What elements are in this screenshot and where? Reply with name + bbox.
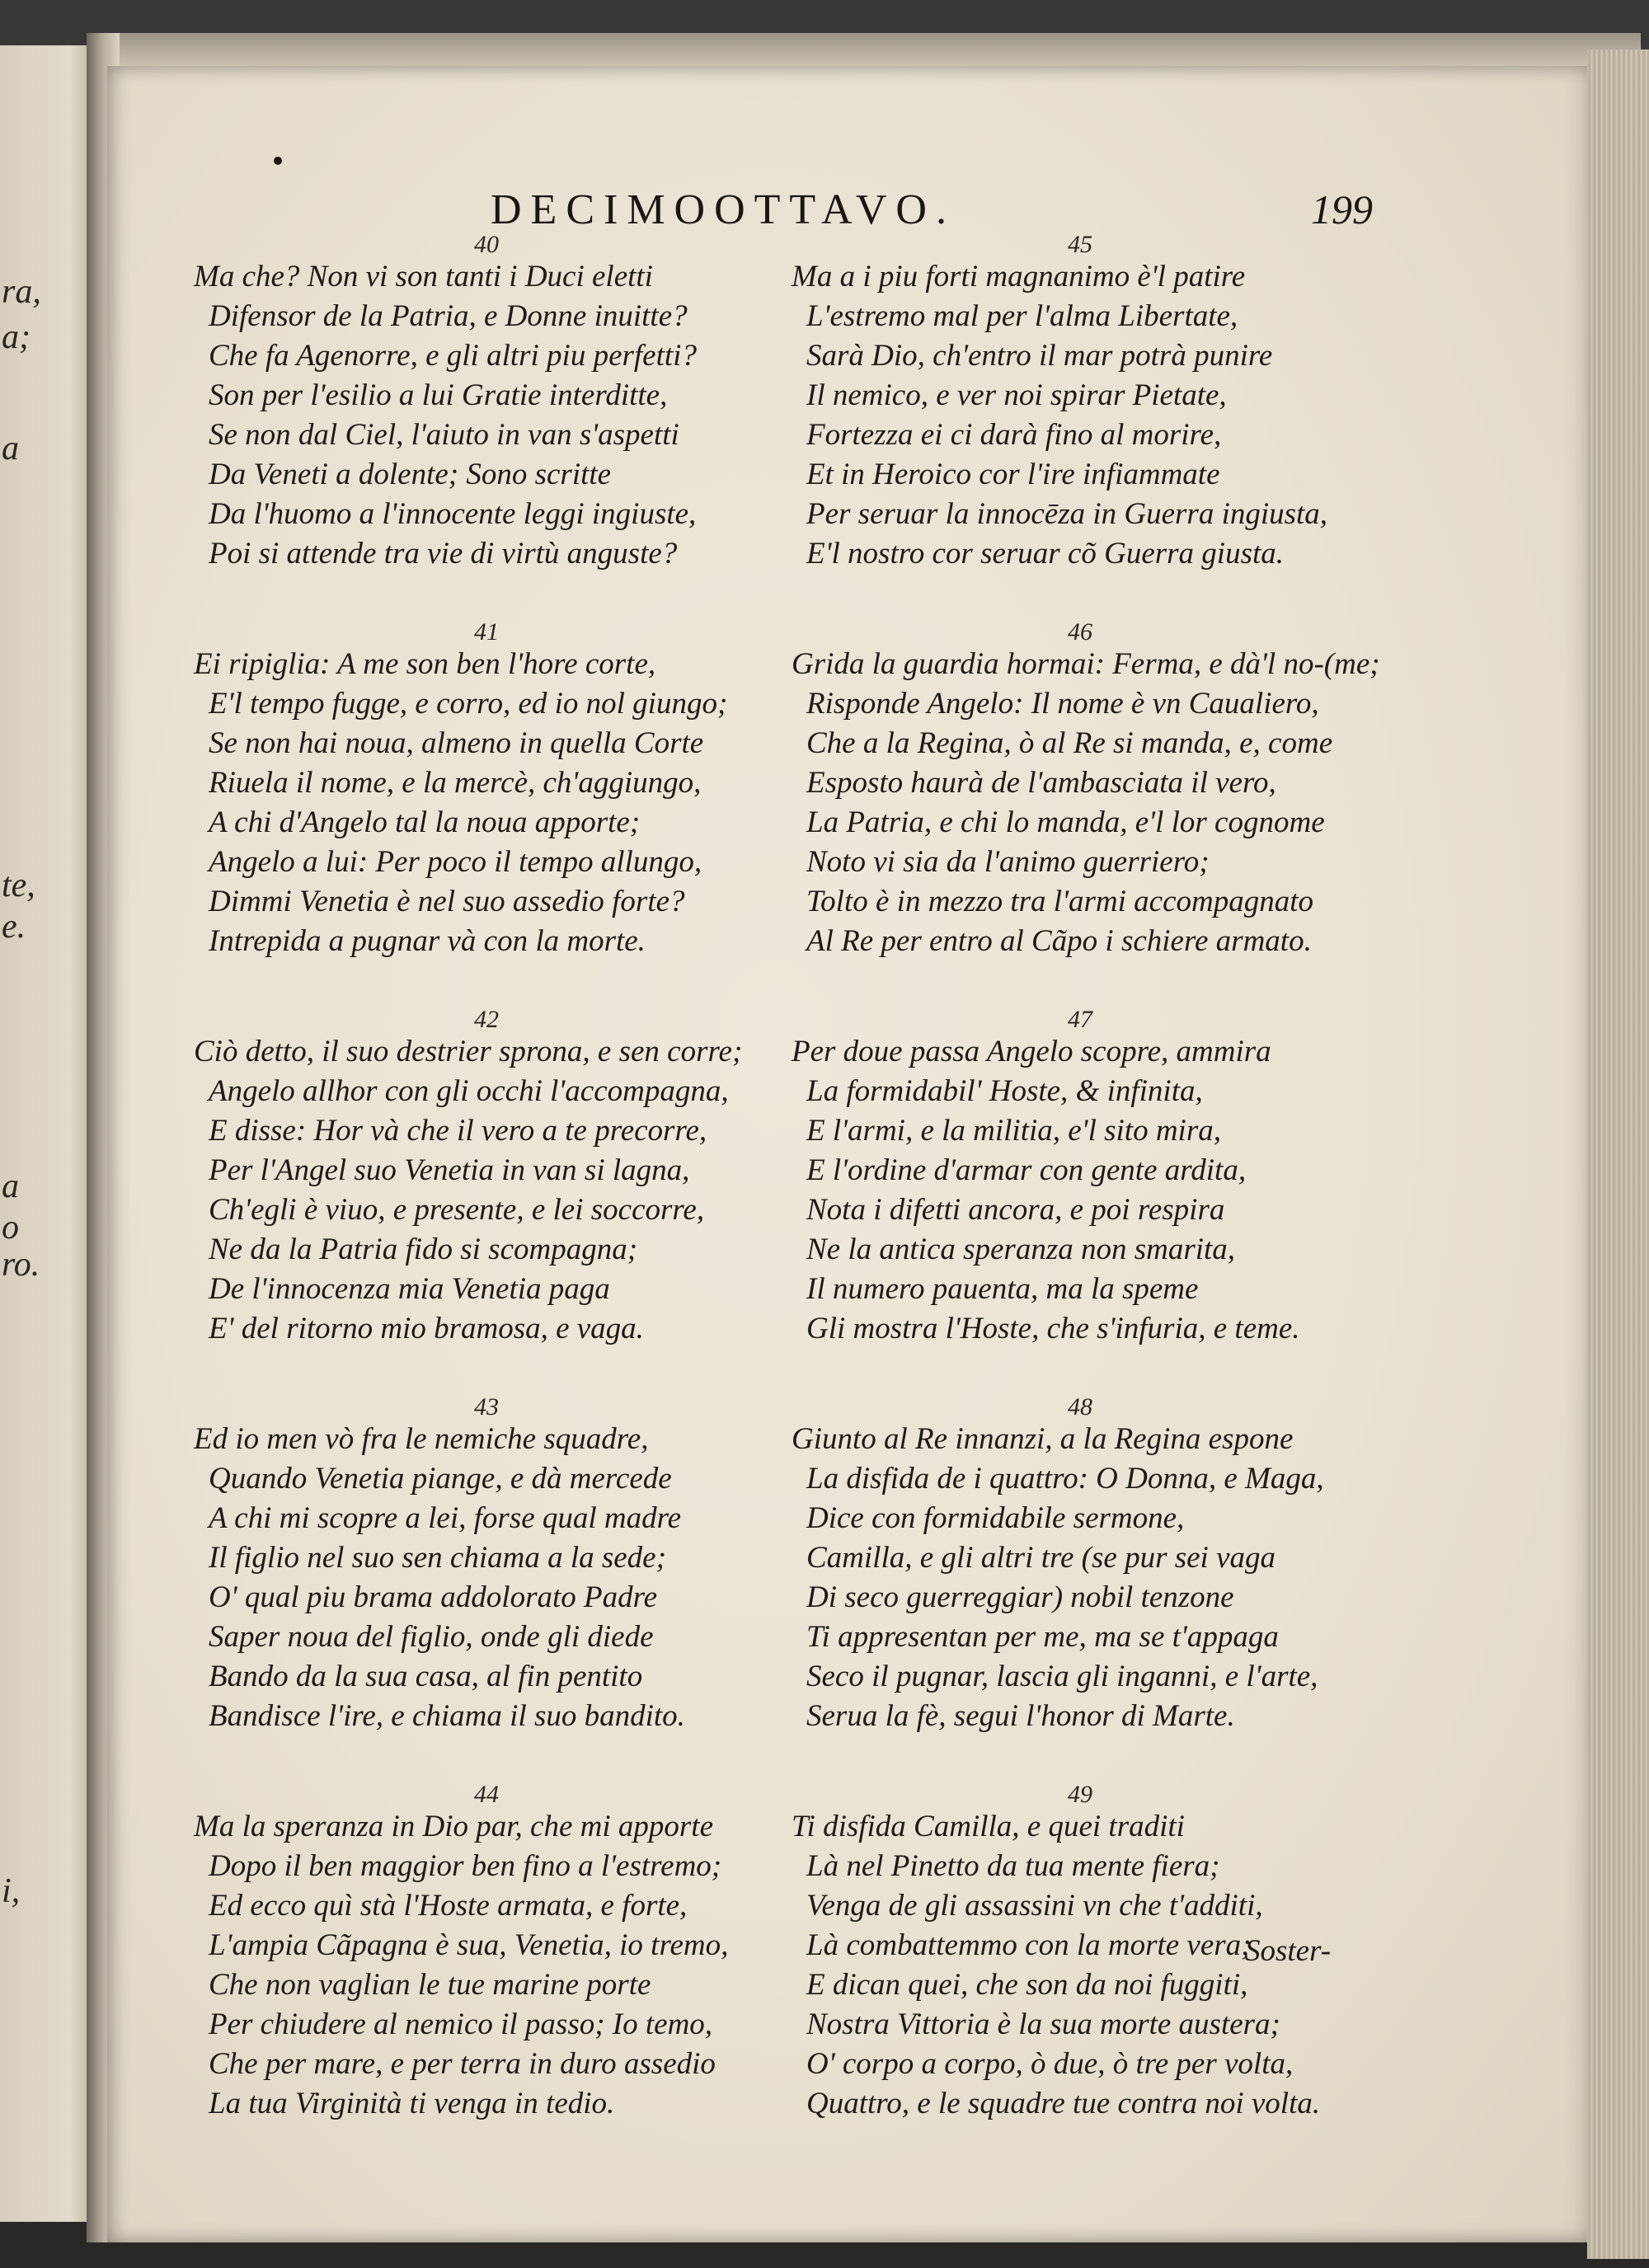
verse-line: Nota i difetti ancora, e poi respira — [806, 1193, 1225, 1227]
verse-line: Quattro, e le squadre tue contra noi volta. — [806, 2087, 1321, 2120]
stanza — [194, 1781, 820, 2168]
left-column — [194, 231, 820, 2168]
stanza-number: 46 — [1068, 618, 1092, 646]
verse-line: Ne da la Patria fido si scompagna; — [209, 1233, 638, 1266]
verse-line: Il numero pauenta, ma la speme — [806, 1272, 1199, 1306]
verse-line: Ma la speranza in Dio par, che mi apporte — [194, 1810, 713, 1843]
verse-line: Noto vi sia da l'animo guerriero; — [806, 845, 1210, 879]
verse-line: A chi mi scopre a lei, forse qual madre — [209, 1501, 682, 1535]
verse-line: Che a la Regina, ò al Re si manda, e, come — [806, 726, 1333, 760]
verse-line: E dican quei, che son da noi fuggiti, — [806, 1968, 1248, 2002]
verse-line: Difensor de la Patria, e Donne inuitte? — [209, 299, 688, 333]
left-page-fragment: o — [2, 1209, 19, 1247]
verse-line: E l'ordine d'armar con gente ardita, — [806, 1153, 1247, 1187]
left-page-fragment: e. — [2, 908, 26, 946]
verse-line: La Patria, e chi lo manda, e'l lor cognome — [806, 805, 1325, 839]
verse-line: Serua la fè, segui l'honor di Marte. — [806, 1699, 1235, 1733]
stanza-lines — [792, 257, 1418, 574]
verse-line: Il nemico, e ver noi spirar Pietate, — [806, 378, 1227, 412]
verse-line: Ne la antica speranza non smarita, — [806, 1233, 1236, 1266]
verse-line: Saper noua del figlio, onde gli diede — [209, 1620, 654, 1654]
right-column — [792, 231, 1418, 2168]
verse-line: Bando da la sua casa, al fin pentito — [209, 1660, 643, 1693]
stanza-lines — [792, 1032, 1418, 1349]
verse-line: Dice con formidabile sermone, — [806, 1501, 1185, 1535]
catchword: Soster- — [1245, 1934, 1332, 1968]
verse-line: De l'innocenza mia Venetia paga — [209, 1272, 610, 1306]
verse-line: Se non hai noua, almeno in quella Corte — [209, 726, 704, 760]
verse-line: Dopo il ben maggior ben fino a l'estremo; — [209, 1849, 722, 1883]
verse-line: O' corpo a corpo, ò due, ò tre per volta, — [806, 2047, 1294, 2081]
stanza-number: 48 — [1068, 1393, 1092, 1420]
stanza-lines — [792, 645, 1418, 961]
stanza-number: 44 — [474, 1781, 499, 1808]
verse-line: E'l tempo fugge, e corro, ed io nol giungo; — [209, 687, 728, 721]
verse-line: Se non dal Ciel, l'aiuto in van s'aspetti — [209, 418, 679, 452]
stanza — [194, 618, 820, 1006]
left-page-fragment: a — [2, 1167, 19, 1205]
stanza-lines — [194, 1807, 820, 2124]
verse-line: Per seruar la innocēza in Guerra ingiusta, — [806, 497, 1328, 531]
left-page-fragment: ro. — [2, 1246, 40, 1284]
verse-line: Per l'Angel suo Venetia in van si lagna, — [209, 1153, 690, 1187]
verse-line: Che per mare, e per terra in duro assedio — [209, 2047, 716, 2081]
stanza-number: 45 — [1068, 231, 1092, 258]
book-top-edge — [107, 33, 1641, 70]
verse-line: Là nel Pinetto da tua mente fiera; — [806, 1849, 1220, 1883]
verse-line: Fortezza ei ci darà fino al morire, — [806, 418, 1222, 452]
running-head: DECIMOOTTAVO. — [491, 186, 956, 233]
stanza-number: 47 — [1068, 1006, 1092, 1033]
verse-line: Venga de gli assassini vn che t'additi, — [806, 1889, 1263, 1923]
verse-line: Ti disfida Camilla, e quei traditi — [792, 1810, 1185, 1843]
verse-line: Per doue passa Angelo scopre, ammira — [792, 1035, 1271, 1068]
stanza-lines — [792, 1420, 1418, 1736]
stanza — [194, 1393, 820, 1781]
verse-line: L'estremo mal per l'alma Libertate, — [806, 299, 1238, 333]
verse-line: Di seco guerreggiar) nobil tenzone — [806, 1580, 1234, 1614]
stanza-number: 49 — [1068, 1781, 1092, 1808]
verse-line: Ei ripiglia: A me son ben l'hore corte, — [194, 647, 656, 681]
verse-line: Che non vaglian le tue marine porte — [209, 1968, 651, 2002]
left-page-edge — [0, 45, 99, 2222]
stanza — [792, 618, 1418, 1006]
stanza-number: 42 — [474, 1006, 499, 1033]
stanza-lines — [194, 645, 820, 961]
verse-line: Esposto haurà de l'ambasciata il vero, — [806, 766, 1276, 800]
verse-line: Son per l'esilio a lui Gratie interditte, — [209, 378, 668, 412]
verse-line: La formidabil' Hoste, & infinita, — [806, 1074, 1203, 1108]
verse-line: Sarà Dio, ch'entro il mar potrà punire — [806, 339, 1273, 373]
stanza — [792, 1393, 1418, 1781]
left-page-fragment: ra, — [2, 273, 41, 311]
verse-line: Gli mostra l'Hoste, che s'infuria, e teme. — [806, 1312, 1300, 1345]
verse-line: Nostra Vittoria è la sua morte austera; — [806, 2007, 1280, 2041]
verse-line: Intrepida a pugnar và con la morte. — [209, 924, 646, 958]
verse-line: Ch'egli è viuo, e presente, e lei soccorre, — [209, 1193, 705, 1227]
verse-line: Che fa Agenorre, e gli altri piu perfetti? — [209, 339, 697, 373]
stanza — [792, 231, 1418, 618]
verse-line: Dimmi Venetia è nel suo assedio forte? — [209, 885, 685, 918]
verse-line: Poi si attende tra vie di virtù anguste? — [209, 537, 678, 571]
verse-line: La disfida de i quattro: O Donna, e Maga, — [806, 1462, 1324, 1496]
stanza — [792, 1006, 1418, 1393]
verse-line: A chi d'Angelo tal la noua apporte; — [209, 805, 641, 839]
verse-line: E' del ritorno mio bramosa, e vaga. — [209, 1312, 644, 1345]
verse-line: Giunto al Re innanzi, a la Regina espone — [792, 1422, 1294, 1456]
stanza — [792, 1781, 1418, 2168]
left-page-fragment: a; — [2, 318, 31, 356]
verse-line: Riuela il nome, e la mercè, ch'aggiungo, — [209, 766, 702, 800]
verse-line: Ma che? Non vi son tanti i Duci eletti — [194, 260, 653, 293]
verse-line: Ed ecco quì stà l'Hoste armata, e forte, — [209, 1889, 688, 1923]
stanza — [194, 231, 820, 618]
left-page-fragment: a — [2, 430, 19, 467]
verse-line: Tolto è in mezzo tra l'armi accompagnato — [806, 885, 1313, 918]
verse-line: L'ampia Cãpagna è sua, Venetia, io tremo, — [209, 1928, 729, 1962]
verse-line: Seco il pugnar, lascia gli inganni, e l'arte, — [806, 1660, 1318, 1693]
verse-line: O' qual piu brama addolorato Padre — [209, 1580, 658, 1614]
verse-line: Grida la guardia hormai: Ferma, e dà'l no-(me; — [792, 647, 1380, 681]
stanza-number: 41 — [474, 618, 499, 646]
left-page-text-fragments — [0, 45, 99, 2222]
verse-line: Camilla, e gli altri tre (se pur sei vaga — [806, 1541, 1276, 1575]
verse-line: Là combattemmo con la morte vera; — [806, 1928, 1252, 1962]
stanza-number: 43 — [474, 1393, 499, 1420]
stanza — [194, 1006, 820, 1393]
verse-line: Angelo allhor con gli occhi l'accompagna, — [209, 1074, 729, 1108]
verse-line: Il figlio nel suo sen chiama a la sede; — [209, 1541, 666, 1575]
verse-line: E'l nostro cor seruar cõ Guerra giusta. — [806, 537, 1285, 571]
verse-line: Angelo a lui: Per poco il tempo allungo, — [209, 845, 702, 879]
stanza-lines — [194, 257, 820, 574]
stanza-lines — [194, 1032, 820, 1349]
verse-line: Quando Venetia piange, e dà mercede — [209, 1462, 672, 1496]
page-stack-edge — [1587, 49, 1649, 2259]
verse-line: La tua Virginità ti venga in tedio. — [209, 2087, 615, 2120]
verse-line: Da l'huomo a l'innocente leggi ingiuste, — [209, 497, 697, 531]
page-number: 199 — [1311, 186, 1373, 232]
verse-line: E disse: Hor và che il vero a te precorre, — [209, 1114, 707, 1148]
stanza-number: 40 — [474, 231, 499, 258]
verse-line: Risponde Angelo: Il nome è vn Caualiero, — [806, 687, 1319, 721]
verse-line: E l'armi, e la militia, e'l sito mira, — [806, 1114, 1221, 1148]
ink-dot — [274, 157, 282, 165]
left-page-fragment: te, — [2, 866, 35, 904]
verse-line: Ed io men vò fra le nemiche squadre, — [194, 1422, 649, 1456]
verse-line: Da Veneti a dolente; Sono scritte — [209, 458, 612, 491]
verse-line: Bandisce l'ire, e chiama il suo bandito. — [209, 1699, 685, 1733]
left-page-fragment: i, — [2, 1872, 21, 1910]
verse-line: Ti appresentan per me, ma se t'appaga — [806, 1620, 1279, 1654]
verse-line: Per chiudere al nemico il passo; Io temo, — [209, 2007, 713, 2041]
stanza-lines — [194, 1420, 820, 1736]
verse-line: Ciò detto, il suo destrier sprona, e sen corre; — [194, 1035, 743, 1068]
verse-line: Ma a i piu forti magnanimo è'l patire — [792, 260, 1246, 293]
verse-line: Et in Heroico cor l'ire infiammate — [806, 458, 1220, 491]
verse-line: Al Re per entro al Cãpo i schiere armato. — [806, 924, 1312, 958]
